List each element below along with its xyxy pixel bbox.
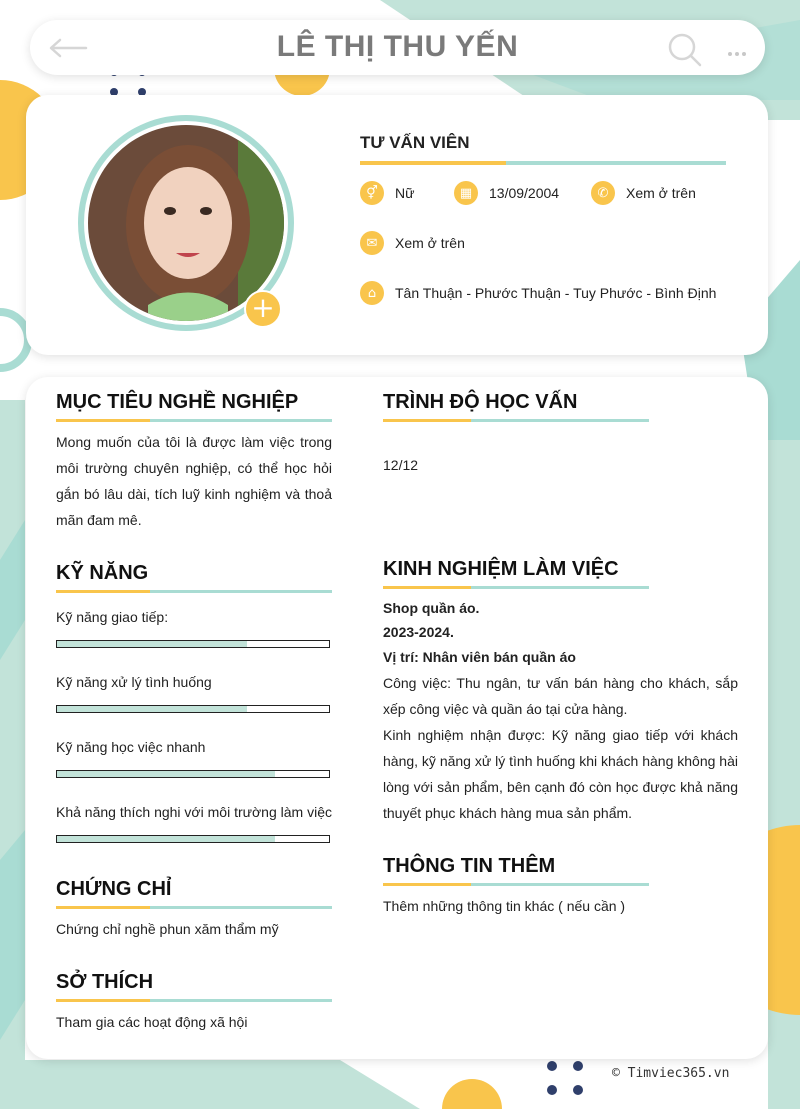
objective-underline — [56, 419, 332, 422]
hobbies-underline — [56, 999, 332, 1002]
skill-bar — [56, 640, 330, 648]
education-underline — [383, 419, 649, 422]
more-info-text: Thêm những thông tin khác ( nếu cần ) — [383, 898, 626, 914]
more-info-title: THÔNG TIN THÊM — [383, 855, 556, 877]
experience-company: Shop quần áo. — [383, 600, 480, 616]
skill-label: Kỹ năng giao tiếp: — [56, 609, 169, 625]
add-photo-button[interactable]: + — [244, 290, 282, 328]
job-title: TƯ VẤN VIÊN — [360, 133, 470, 152]
experience-gained: Kinh nghiệm nhận được: Kỹ năng giao tiếp với khách hàng, kỹ năng xử lý tình huống khi khách hàng không hài lòng với sản phẩm, bên cạnh đó còn học được khả năng thuyết phục khách hàng mua sản phẩm. — [383, 727, 738, 821]
email-value: Xem ở trên — [395, 235, 465, 251]
mail-icon: ✉ — [360, 231, 384, 255]
skill-label: Khả năng thích nghi với môi trường làm việc — [56, 804, 332, 820]
skill-label: Kỹ năng xử lý tình huống — [56, 674, 212, 690]
skill-bar — [56, 705, 330, 713]
job-title-underline — [360, 161, 726, 165]
top-bar — [30, 20, 765, 75]
home-icon: ⌂ — [360, 281, 384, 305]
email-item — [360, 231, 465, 255]
skill-bar-fill — [57, 641, 247, 647]
experience-role: Vị trí: Nhân viên bán quần áo — [383, 649, 576, 665]
phone-item — [591, 181, 696, 205]
experience-underline — [383, 586, 649, 589]
skills-title: KỸ NĂNG — [56, 562, 149, 584]
calendar-icon: ▦ — [454, 181, 478, 205]
birthday-item — [454, 181, 559, 205]
skill-bar-fill — [57, 836, 275, 842]
education-title: TRÌNH ĐỘ HỌC VẤN — [383, 391, 578, 413]
skill-bar-fill — [57, 771, 275, 777]
hobbies-title: SỞ THÍCH — [56, 971, 154, 993]
gender-icon: ⚥ — [360, 181, 384, 205]
experience-period: 2023-2024. — [383, 624, 454, 640]
address-item — [360, 281, 716, 305]
skills-underline — [56, 590, 332, 593]
profile-card — [26, 95, 768, 355]
resume-body — [26, 377, 768, 1059]
gender-item — [360, 181, 414, 205]
candidate-name: LÊ THỊ THU YẾN — [276, 30, 519, 63]
phone-icon: ✆ — [591, 181, 615, 205]
objective-text: Mong muốn của tôi là được làm việc trong môi trường chuyên nghiệp, có thể học hỏi gắn bó lâu dài, tích luỹ kinh nghiệm và thoả mãn đam mê. — [56, 434, 332, 528]
skill-bar — [56, 835, 330, 843]
address-value: Tân Thuận - Phước Thuận - Tuy Phước - Bình Định — [395, 285, 717, 301]
certificates-text: Chứng chỉ nghề phun xăm thẩm mỹ — [56, 921, 279, 937]
birthday-value: 13/09/2004 — [489, 185, 560, 201]
more-info-underline — [383, 883, 649, 886]
phone-value: Xem ở trên — [626, 185, 696, 201]
experience-duties: Công việc: Thu ngân, tư vấn bán hàng cho khách, sắp xếp công việc và quần áo tại cửa hàng. — [383, 675, 738, 717]
experience-title: KINH NGHIỆM LÀM VIỆC — [383, 558, 619, 580]
objective-title: MỤC TIÊU NGHỀ NGHIỆP — [56, 391, 299, 413]
skill-label: Kỹ năng học việc nhanh — [56, 739, 206, 755]
gender-value: Nữ — [395, 185, 415, 201]
skill-bar — [56, 770, 330, 778]
certificates-underline — [56, 906, 332, 909]
more-options-icon[interactable] — [727, 44, 747, 62]
search-icon[interactable] — [667, 32, 703, 73]
certificates-title: CHỨNG CHỈ — [56, 878, 172, 900]
watermark: © Timviec365.vn — [612, 1066, 730, 1081]
skill-bar-fill — [57, 706, 247, 712]
education-text: 12/12 — [383, 457, 419, 473]
hobbies-text: Tham gia các hoạt động xã hội — [56, 1014, 248, 1030]
